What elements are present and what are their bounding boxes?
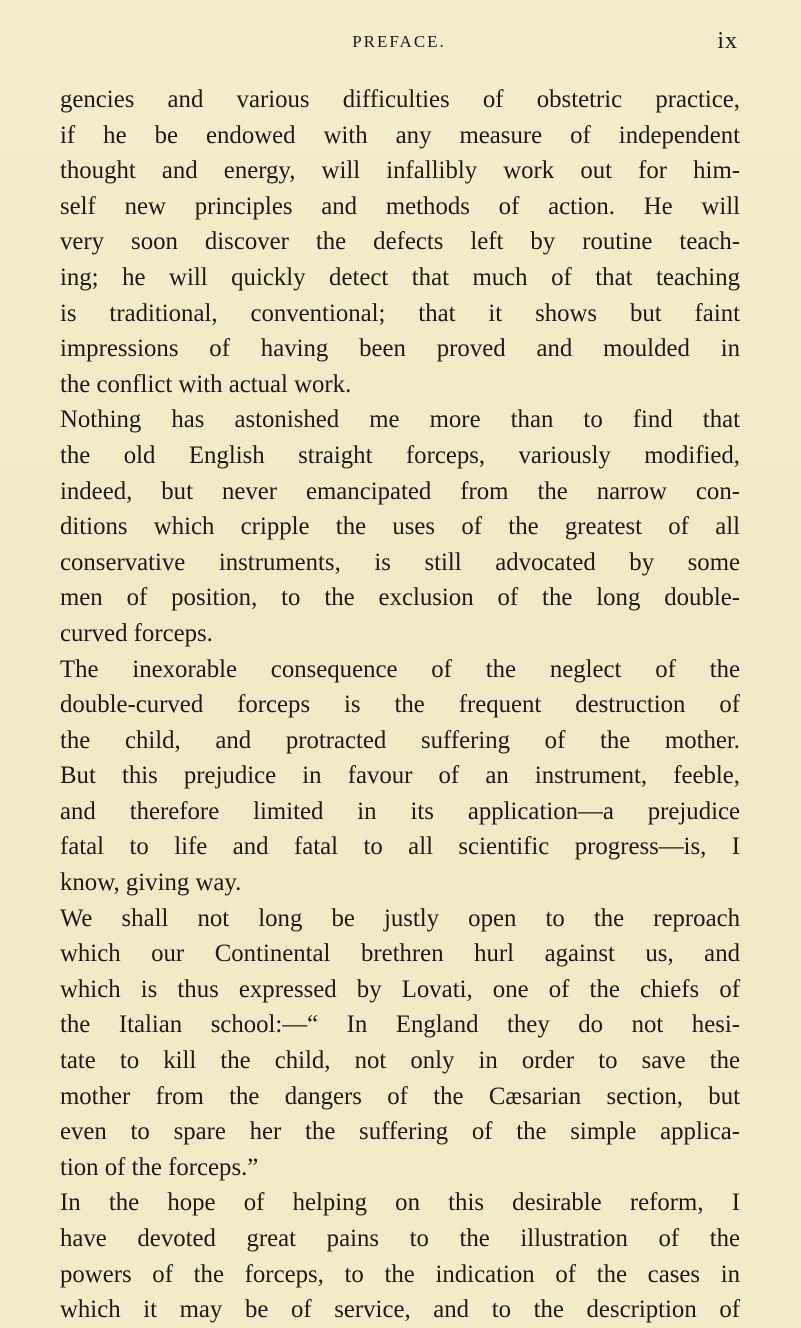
- page-number: ix: [717, 28, 738, 54]
- paragraph-4: [60, 901, 740, 1186]
- text-line: self new principles and methods of action. He will: [60, 192, 740, 220]
- text-line: very soon discover the defects left by routine teach-: [60, 228, 740, 256]
- text-line: and therefore limited in its application—a prejudice: [60, 797, 740, 825]
- text-line: Nothing has astonished me more than to find that: [60, 406, 740, 434]
- text-line: which our Continental brethren hurl against us, and: [60, 940, 740, 968]
- text-line: curved forceps.: [60, 619, 213, 647]
- paragraph-2: [60, 402, 740, 651]
- text-line: the Italian school:—“ In England they do not hesi-: [60, 1011, 740, 1039]
- page-header: [60, 26, 738, 56]
- text-line: thought and energy, will infallibly work out for him-: [60, 157, 740, 185]
- body-text: [60, 82, 740, 1328]
- paragraph-5: [60, 1185, 740, 1327]
- paragraph-1: [60, 82, 740, 402]
- text-line: ditions which cripple the uses of the greatest of all: [60, 513, 740, 541]
- text-line: the child, and protracted suffering of the mother.: [60, 726, 740, 754]
- text-line: have devoted great pains to the illustration of the: [60, 1225, 740, 1252]
- text-line: know, giving way.: [60, 869, 242, 897]
- text-line: fatal to life and fatal to all scientific progress—is, I: [60, 833, 740, 861]
- text-line: tate to kill the child, not only in order to save the: [60, 1047, 740, 1075]
- text-line: which is thus expressed by Lovati, one of the chiefs of: [60, 975, 740, 1003]
- text-line: if he be endowed with any measure of independent: [60, 121, 740, 149]
- text-line: The inexorable consequence of the neglect of the: [60, 655, 740, 683]
- text-line: the conflict with actual work.: [60, 370, 352, 398]
- text-line: We shall not long be justly open to the reproach: [60, 904, 740, 932]
- text-line: In the hope of helping on this desirable reform, I: [60, 1189, 740, 1217]
- text-line: mother from the dangers of the Cæsarian section, but: [60, 1082, 740, 1110]
- text-line: conservative instruments, is still advocated by some: [60, 548, 740, 576]
- text-line: is traditional, conventional; that it shows but faint: [60, 299, 740, 327]
- text-line: the old English straight forceps, variously modified,: [60, 441, 740, 469]
- text-line: powers of the forceps, to the indication of the cases in: [60, 1260, 740, 1288]
- text-line: gencies and various difficulties of obstetric practice,: [60, 86, 740, 113]
- text-line: ing; he will quickly detect that much of that teaching: [60, 263, 740, 291]
- text-line: tion of the forceps.”: [60, 1153, 259, 1181]
- text-line: even to spare her the suffering of the simple applica-: [60, 1118, 740, 1146]
- text-line: indeed, but never emancipated from the narrow con-: [60, 477, 740, 505]
- text-line: double-curved forceps is the frequent destruction of: [60, 691, 740, 719]
- text-line: impressions of having been proved and moulded in: [60, 335, 740, 363]
- text-line: which it may be of service, and to the description of: [60, 1296, 740, 1324]
- text-line: men of position, to the exclusion of the long double-: [60, 584, 740, 612]
- running-head: PREFACE.: [352, 32, 446, 51]
- text-line: But this prejudice in favour of an instrument, feeble,: [60, 762, 740, 790]
- paragraph-3: [60, 652, 740, 901]
